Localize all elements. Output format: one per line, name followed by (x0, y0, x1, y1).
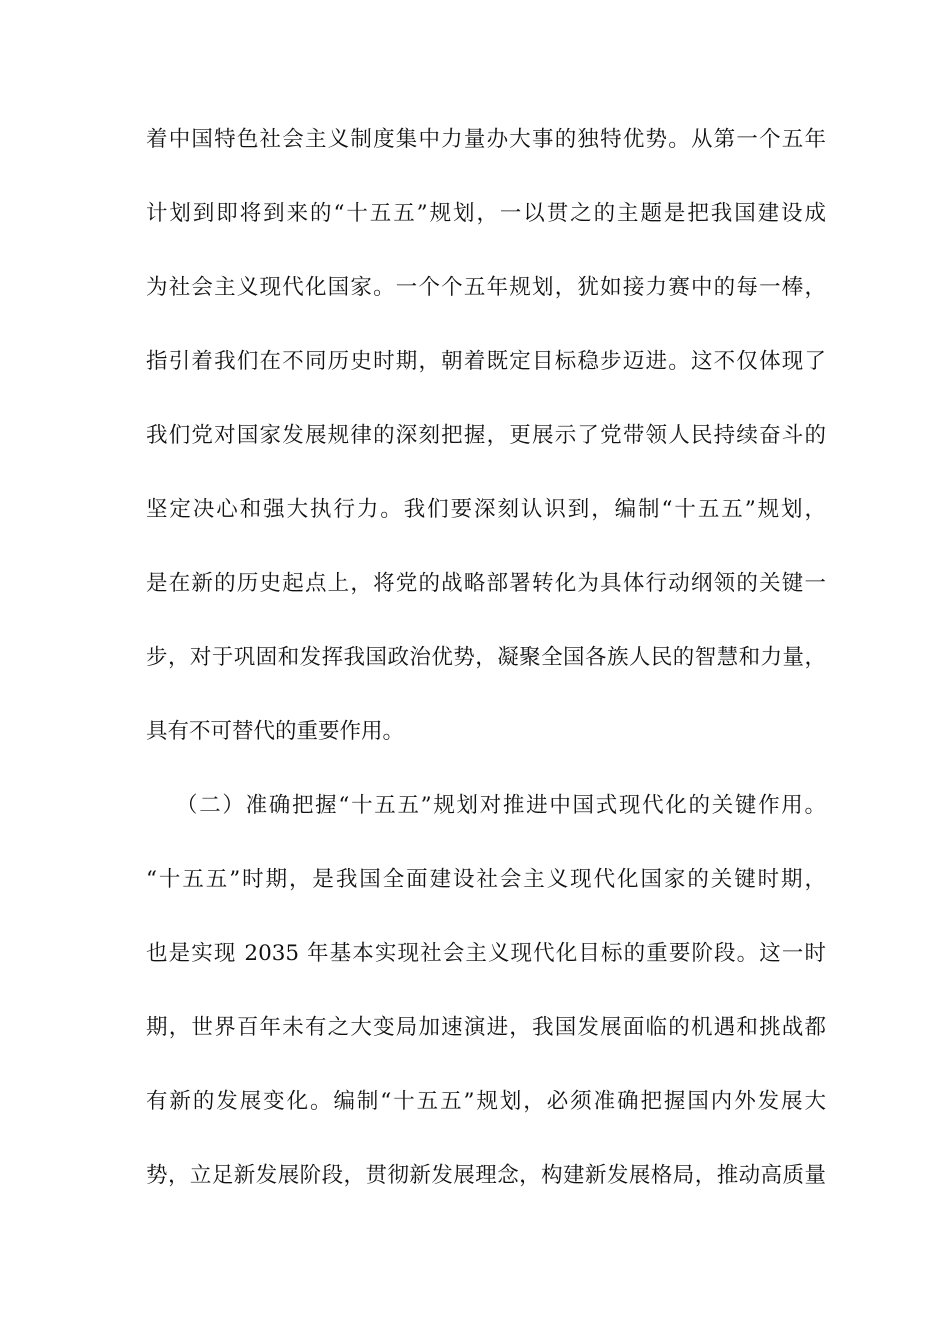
text-line: 我们党对国家发展规律的深刻把握，更展示了党带领人民持续奋斗的 (146, 423, 826, 448)
text-line: 势，立足新发展阶段，贯彻新发展理念，构建新发展格局，推动高质量 (146, 1163, 826, 1188)
text-line: 步，对于巩固和发挥我国政治优势，凝聚全国各族人民的智慧和力量， (146, 645, 826, 670)
text-line: 也是实现 2035 年基本实现社会主义现代化目标的重要阶段。这一时 (146, 941, 826, 966)
text-line: 期，世界百年未有之大变局加速演进，我国发展面临的机遇和挑战都 (146, 1015, 826, 1040)
text-line: 有新的发展变化。编制“十五五”规划，必须准确把握国内外发展大 (146, 1089, 826, 1114)
section-heading: （二）准确把握“十五五”规划对推进中国式现代化的关键作用。 (176, 793, 826, 818)
text-line: 是在新的历史起点上，将党的战略部署转化为具体行动纲领的关键一 (146, 571, 826, 596)
text-line: 坚定决心和强大执行力。我们要深刻认识到，编制“十五五”规划， (146, 497, 826, 522)
text-line: 为社会主义现代化国家。一个个五年规划，犹如接力赛中的每一棒， (146, 275, 826, 300)
text-line: 着中国特色社会主义制度集中力量办大事的独特优势。从第一个五年 (146, 127, 826, 152)
text-line: 指引着我们在不同历史时期，朝着既定目标稳步迈进。这不仅体现了 (146, 349, 826, 374)
text-line: 计划到即将到来的“十五五”规划，一以贯之的主题是把我国建设成 (146, 201, 826, 226)
text-line: 具有不可替代的重要作用。 (146, 719, 405, 744)
text-line: “十五五”时期，是我国全面建设社会主义现代化国家的关键时期， (146, 867, 826, 892)
body-text (146, 118, 826, 1228)
